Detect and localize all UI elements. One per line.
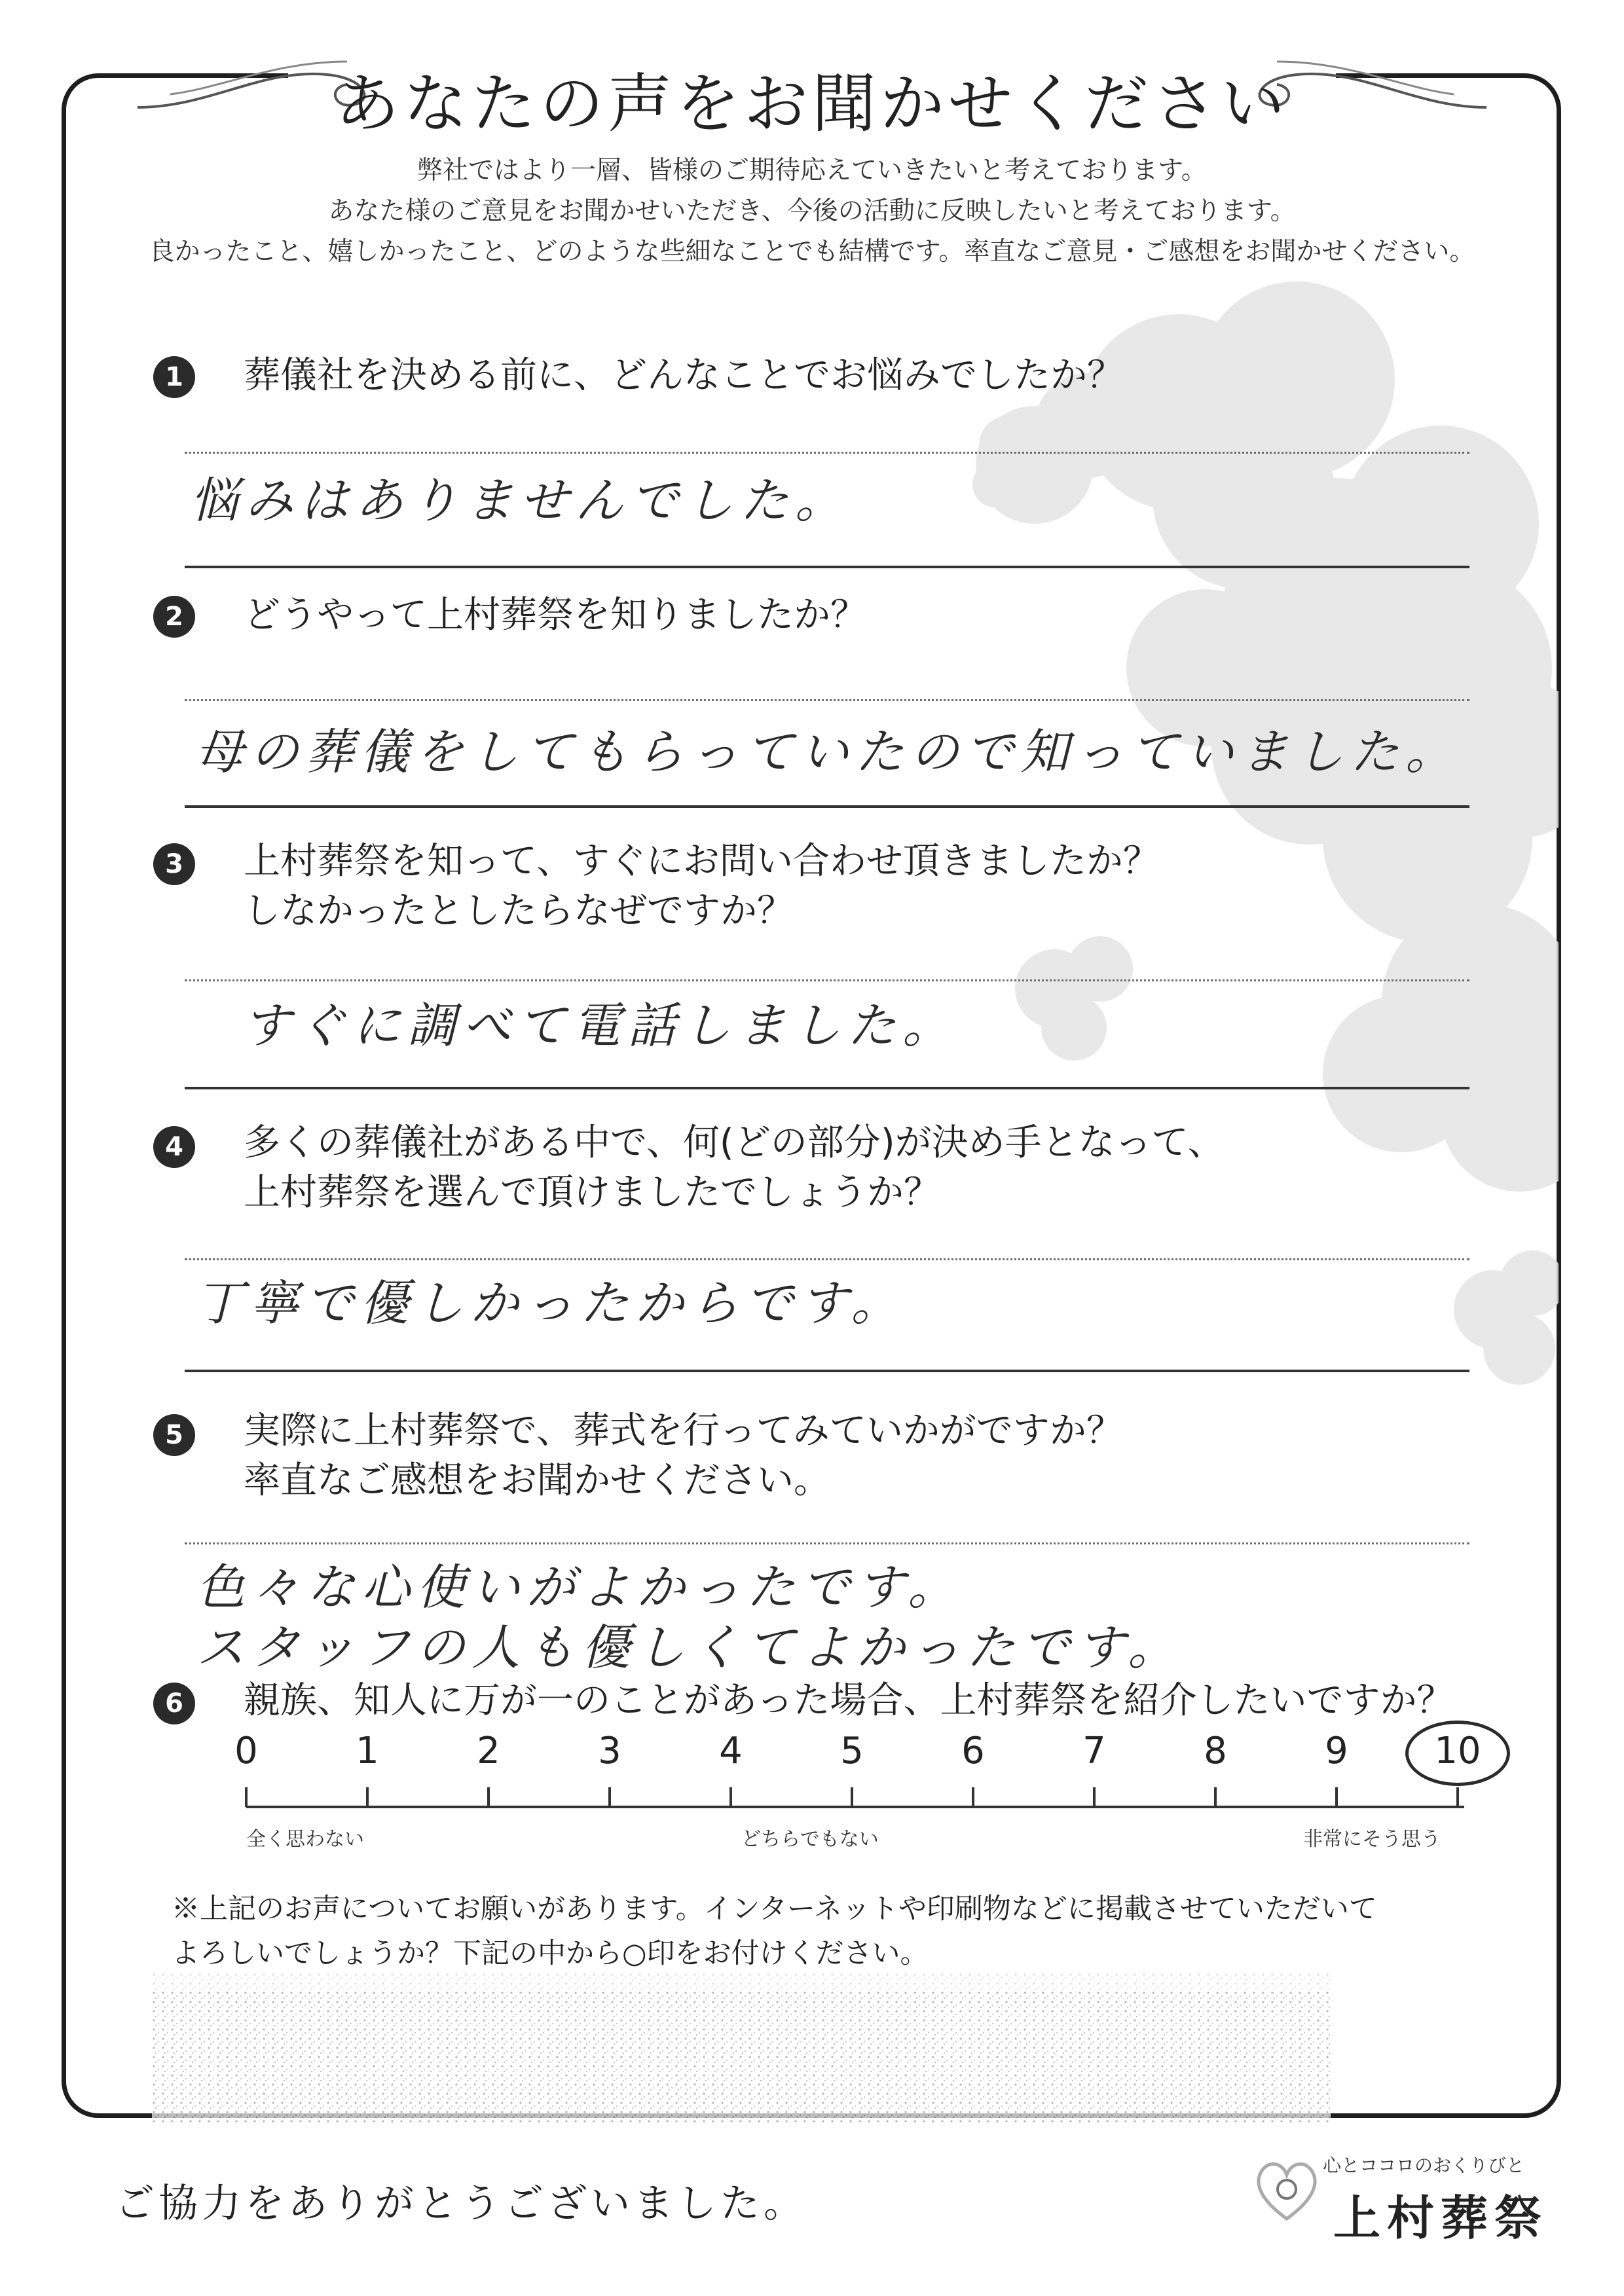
answer-rule	[185, 1087, 1469, 1089]
selected-rating-circle	[1405, 1721, 1510, 1786]
answer-3: すぐに調べて電話しました。	[242, 998, 957, 1054]
scale-tick	[245, 1787, 248, 1807]
answer-1: 悩みはありませんでした。	[190, 473, 850, 529]
scale-tick	[1335, 1787, 1338, 1807]
question-3-text: 上村葬祭を知って、すぐにお問い合わせ頂きましたか？ しなかったとしたらなぜですか？	[244, 840, 1160, 932]
question-2-text: どうやって上村葬祭を知りましたか？	[244, 594, 867, 636]
scale-tick	[608, 1787, 611, 1807]
scale-tick-label: 4	[719, 1730, 743, 1772]
company-logo-name: 上村葬祭	[1333, 2191, 1549, 2246]
dotted-rule	[185, 1542, 1469, 1544]
scale-tick-label: 10	[1434, 1730, 1481, 1772]
question-number-6: 6	[153, 1683, 195, 1724]
logo-tagline: 心とココロのおくりびと	[1323, 2155, 1525, 2176]
scale-tick	[1214, 1787, 1217, 1807]
answer-5-line-2: スタッフの人も優しくてよかったです。	[196, 1620, 1183, 1676]
scale-tick-label: 3	[598, 1730, 621, 1772]
thanks-message: ご協力をありがとうございました。	[115, 2181, 807, 2227]
stamp-area	[152, 1972, 1331, 2123]
dotted-rule	[185, 452, 1469, 454]
form-title: あなたの声をお聞かせください	[335, 67, 1289, 141]
scale-tick-label: 0	[234, 1730, 258, 1772]
answer-5-line-1: 色々な心使いがよかったです。	[196, 1559, 963, 1616]
scale-tick-label: 5	[840, 1730, 864, 1772]
scale-tick	[1093, 1787, 1096, 1807]
scale-tick	[487, 1787, 490, 1807]
intro-line: 弊社ではより一層、皆様のご期待応えていきたいと考えております。	[417, 156, 1207, 185]
heart-logo-icon	[1251, 2150, 1323, 2229]
scale-tick	[1456, 1787, 1459, 1807]
question-1-text: 葬儀社を決める前に、どんなことでお悩みでしたか？	[244, 354, 1124, 397]
scale-label-high: 非常にそう思う	[1303, 1828, 1441, 1851]
scale-tick-label: 8	[1204, 1730, 1227, 1772]
question-number-3: 3	[153, 843, 195, 885]
scale-label-mid: どちらでもない	[741, 1828, 879, 1851]
intro-line: あなた様のご意見をお聞かせいただき、今後の活動に反映したいと考えております。	[328, 196, 1296, 226]
rating-scale-line	[246, 1806, 1464, 1808]
scale-label-low: 全く思わない	[246, 1828, 364, 1851]
scale-tick-label: 6	[961, 1730, 985, 1772]
answer-2: 母の葬儀をしてもらっていたので知っていました。	[195, 724, 1460, 780]
scale-tick	[851, 1787, 853, 1807]
question-4-text: 多くの葬儀社がある中で、何(どの部分)が決め手となって、 上村葬祭を選んで頂けましたでしょうか？	[244, 1121, 1225, 1214]
scale-tick-label: 2	[477, 1730, 500, 1772]
dotted-rule	[185, 699, 1469, 701]
question-number-4: 4	[153, 1126, 195, 1168]
scale-tick	[366, 1787, 369, 1807]
publication-notice: ※上記のお声についてお願いがあります。インターネットや印刷物などに掲載させていただいて よろしいでしょうか？下記の中から○印をお付けください。	[172, 1893, 1377, 1970]
dotted-rule	[185, 1258, 1469, 1260]
question-number-1: 1	[153, 356, 195, 398]
question-6-text: 親族、知人に万が一のことがあった場合、上村葬祭を紹介したいですか？	[244, 1679, 1454, 1722]
question-number-2: 2	[153, 596, 195, 638]
scale-tick-label: 1	[356, 1730, 379, 1772]
question-5-text: 実際に上村葬祭で、葬式を行ってみていかがですか？ 率直なご感想をお聞かせください。	[244, 1410, 1123, 1502]
scale-tick	[729, 1787, 732, 1807]
answer-4: 丁寧で優しかったからです。	[195, 1275, 906, 1332]
question-number-5: 5	[153, 1414, 195, 1456]
scale-tick-label: 9	[1325, 1730, 1348, 1772]
intro-text	[98, 151, 1526, 272]
answer-rule	[185, 1370, 1469, 1372]
answer-rule	[185, 805, 1469, 808]
scale-tick-label: 7	[1082, 1730, 1106, 1772]
answer-rule	[185, 566, 1469, 568]
intro-line: 良かったこと、嬉しかったこと、どのような些細なことでも結構です。率直なご意見・ご感想をお聞かせください。	[149, 237, 1475, 266]
scale-tick	[972, 1787, 974, 1807]
dotted-rule	[185, 979, 1469, 981]
